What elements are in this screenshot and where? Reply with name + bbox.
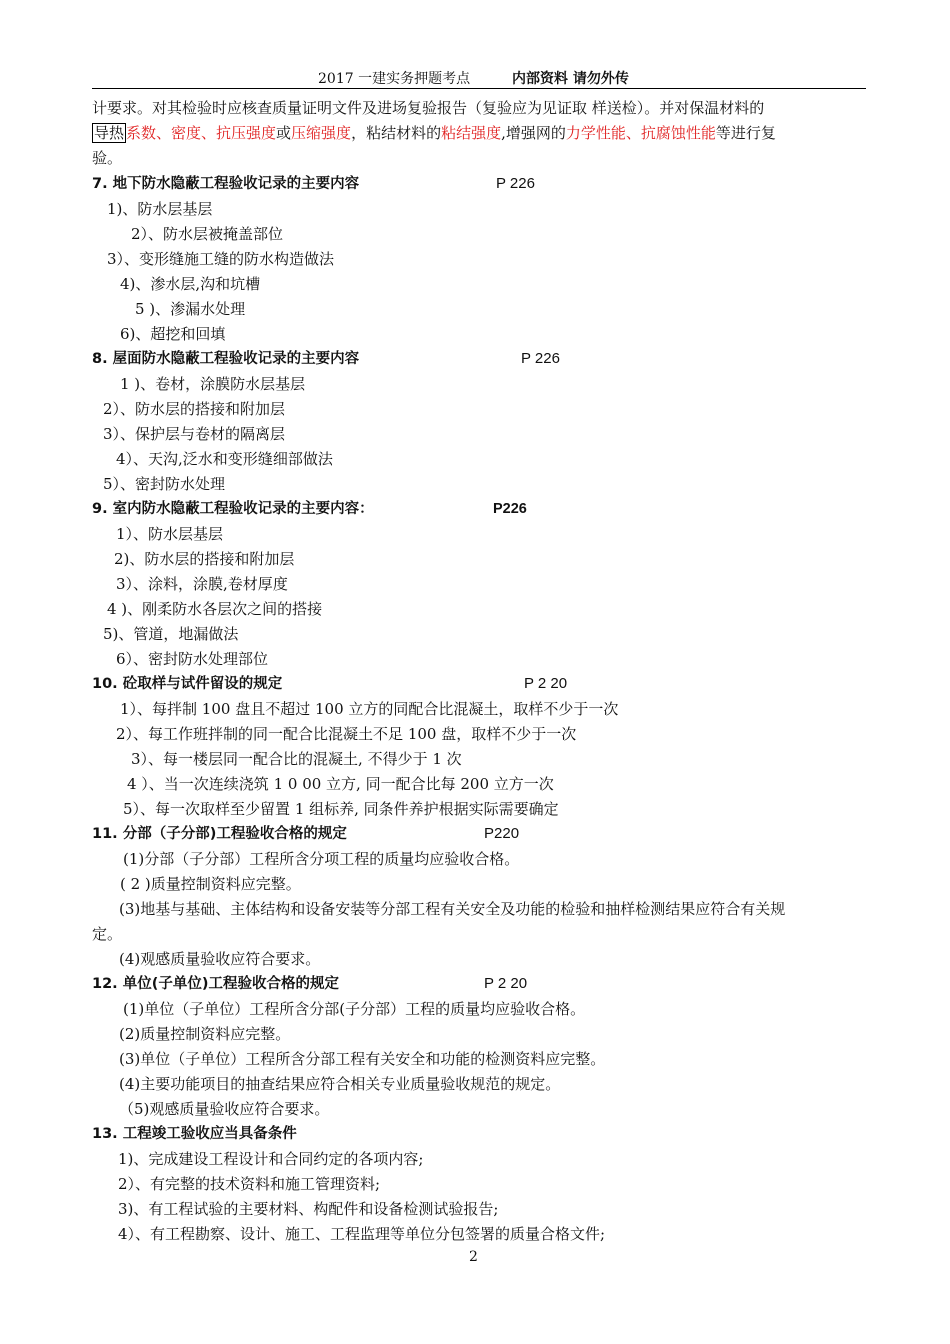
intro-line-3: 验。 [92,149,123,167]
list-item: 4 )、刚柔防水各层次之间的搭接 [107,600,323,618]
list-item: 定。 [92,925,123,943]
section-9-page: P226 [493,501,527,517]
section-13-title: 13. 工程竣工验收应当具备条件 [92,1126,297,1142]
list-item: 3）、每一楼层同一配合比的混凝土, 不得少于 1 次 [131,750,462,768]
intro-line-1: 计要求。对其检验时应核查质量证明文件及进场复验报告（复验应为见证取 样送检）。并对保温材料的 [92,99,765,117]
intro-paragraph [92,96,864,171]
boxed-term: 导热 [94,124,125,142]
list-item: 5）、每一次取样至少留置 1 组标养, 同条件养护根据实际需要确定 [123,800,559,818]
list-item: 3）、涂料，涂膜,卷材厚度 [116,575,288,593]
list-item: (2)质量控制资料应完整。 [119,1025,291,1043]
list-item: (3)单位（子单位）工程所含分部工程有关安全和功能的检测资料应完整。 [119,1050,606,1068]
section-8-page: P 226 [521,350,560,367]
page-number: 2 [469,1249,478,1265]
header-notice: 内部资料 请勿外传 [512,71,629,87]
list-item: ( 2 )质量控制资料应完整。 [120,875,301,893]
list-item: (4)观感质量验收应符合要求。 [119,950,321,968]
list-item: (1)分部（子分部）工程所含分项工程的质量均应验收合格。 [123,850,520,868]
list-item: 3)、有工程试验的主要材料、构配件和设备检测试验报告; [118,1200,499,1218]
section-7-page: P 226 [496,175,535,192]
section-11-page: P220 [484,825,520,842]
list-item: 3）、变形缝施工缝的防水构造做法 [107,250,335,268]
section-8-title: 8. 屋面防水隐蔽工程验收记录的主要内容 [92,351,360,367]
list-item: 1 )、卷材，涂膜防水层基层 [120,375,306,393]
list-item: 4 ）、当一次连续浇筑 1 0 00 立方, 同一配合比每 200 立方一次 [127,775,554,793]
list-item: 2）、每工作班拌制的同一配合比混凝土不足 100 盘，取样不少于一次 [116,725,577,743]
list-item: 5 )、渗漏水处理 [135,300,246,318]
list-item: 6)、超挖和回填 [120,325,226,343]
section-7-title: 7. 地下防水隐蔽工程验收记录的主要内容 [92,176,360,192]
page-header [92,66,866,89]
list-item: 2）、防水层的搭接和附加层 [103,400,286,418]
section-9-title: 9. 室内防水隐蔽工程验收记录的主要内容： [92,501,374,517]
list-item: 2）、防水层被掩盖部位 [131,225,284,243]
list-item: 1）、防水层基层 [116,525,224,543]
list-item: 2）、有完整的技术资料和施工管理资料; [118,1175,381,1193]
list-item: 3）、保护层与卷材的隔离层 [103,425,286,443]
header-title: 2017 一建实务押题考点 [318,71,471,87]
list-item: 4）、有工程勘察、设计、施工、工程监理等单位分包签署的质量合格文件; [118,1225,606,1243]
intro-line-2: 导热 系数、密度、抗压强度或压缩强度，粘结材料的粘结强度,增强网的力学性能、抗腐蚀性能等进行复 [94,124,776,142]
list-item: (1)单位（子单位）工程所含分部(子分部）工程的质量均应验收合格。 [123,1000,586,1018]
list-item: (3)地基与基础、主体结构和设备安装等分部工程有关安全及功能的检验和抽样检测结果应符合有关规 [119,900,786,918]
list-item: 6）、密封防水处理部位 [116,650,269,668]
list-item: 2)、防水层的搭接和附加层 [114,550,295,568]
section-12-page: P 2 20 [484,975,528,992]
list-item: 1)、防水层基层 [107,200,213,218]
list-item: 4）、天沟,泛水和变形缝细部做法 [116,450,333,468]
section-12-title: 12. 单位(子单位)工程验收合格的规定 [92,976,339,992]
list-item: 5）、密封防水处理 [103,475,226,493]
section-11-title: 11. 分部（子分部)工程验收合格的规定 [92,826,347,842]
list-item: 4)、渗水层,沟和坑槽 [120,275,261,293]
list-item: 5)、管道，地漏做法 [103,625,239,643]
section-10-title: 10. 砼取样与试件留设的规定 [92,676,283,692]
list-item: 1)、完成建设工程设计和合同约定的各项内容; [118,1150,424,1168]
section-10-page: P 2 20 [524,675,568,692]
list-item: （5)观感质量验收应符合要求。 [119,1100,330,1118]
list-item: (4)主要功能项目的抽查结果应符合相关专业质量验收规范的规定。 [119,1075,561,1093]
list-item: 1）、每拌制 100 盘且不超过 100 立方的同配合比混凝土，取样不少于一次 [120,700,619,718]
